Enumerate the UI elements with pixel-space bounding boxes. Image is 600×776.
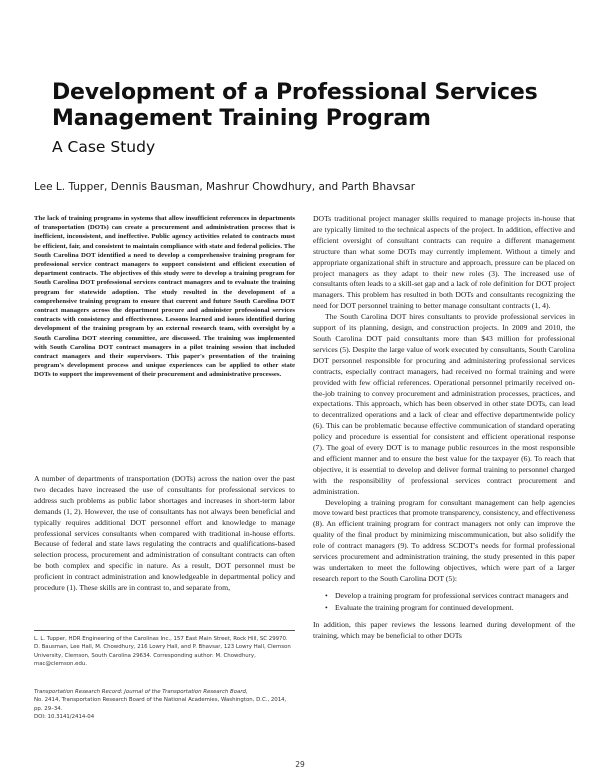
journal-name: Transportation Research Record: Journal of the Transportation Research Board, — [34, 689, 248, 695]
author-affiliations: L. L. Tupper, HDR Engineering of the Carolinas Inc., 157 East Main Street, Rock Hill, SC 29970. D. Bausman, Lee Hall, M. Chowdhury, 216 Lowry Hall, and P. Bhavsar, 123 Lowry Hall, Clemson University, Clemson, South Carolina 29634. Corresponding author: M. Chowdhury, mac@clemson.edu. — [34, 636, 291, 667]
list-item: • Develop a training program for professional services contract managers and — [325, 591, 575, 602]
article-subtitle: A Case Study — [52, 138, 156, 156]
author-list: Lee L. Tupper, Dennis Bausman, Mashrur Chowdhury, and Parth Bhavsar — [34, 181, 416, 193]
objectives-list — [313, 591, 575, 614]
paragraph: Developing a training program for consultant management can help agencies move toward best practices that promote transparency, consistency, and effectiveness (8). An efficient training program for contract managers not only can improve the quality of the final product by minimizing miscommunication, but also solidify the role of contract managers (9). To address SCDOT's needs for formal professional services procurement and administration training, the study presented in this paper was undertaken to meet the following objectives, which were part of a larger research report to the South Carolina DOT (5): — [313, 497, 575, 583]
title-line-2: Management Training Program — [52, 106, 431, 131]
paragraph: The South Carolina DOT hires consultants to provide professional services in support of its planning, design, and construction projects. In 2009 and 2010, the South Carolina DOT paid consultants more than $43 million for professional services (5). Despite the large value of work executed by consultants, South Carolina DOT personnel responsible for procuring and administering professional services contracts, especially contract managers, had received no formal training and were provided with few official references. Operational personnel primarily received on-the-job training to convey procurement and administration processes, practices, and expectations. This approach, which has been observed in other state DOTs, can lead to decentralized operations and a lack of clear and effective departmentwide policy (6). This can be problematic because effective communication of standard operating policy and procedure is essential for consistent and efficient operational response (7). The goal of every DOT is to manage public resources in the most responsible and efficient manner and to ensure the best value for the taxpayer (6). To reach that objective, it is essential to develop and deliver formal training to personnel charged with the responsibility of professional services contract procurement and administration. — [313, 312, 575, 496]
list-item: • Evaluate the training program for continued development. — [325, 603, 575, 614]
paragraph: DOTs traditional project manager skills required to manage projects in-house that are typically limited to the technical aspects of the project. In addition, effective and efficient oversight of consultant contracts can require a different management structure than what some DOTs may currently implement. Without a timely and appropriate organizational shift in structure and approach, pressure can be placed on project managers as they adapt to their new roles (3). The increased use of consultants often leads to a skill-set gap and a lack of role definition for DOT project managers. This problem has resulted in both DOTs and consultants recognizing the need for DOT personnel training to better manage consultant contracts (1, 4). — [313, 214, 575, 311]
citation-block — [34, 688, 295, 721]
right-column-body — [313, 214, 575, 641]
abstract: The lack of training programs in systems that allow insufficient references in departments of transportation (DOTs) can create a procurement and administration process that is inefficient, inconsistent, and ineffective. Public agency activities related to contracts must be efficient, fair, and consistent to maintain compliance with state and federal policies. The South Carolina DOT identified a need to develop a comprehensive training program for professional service contract managers to support consistent and efficient execution of department contracts. The objectives of this study were to develop a training program for South Carolina DOT professional services contract managers and to evaluate the training program for statewide adoption. The study resulted in the development of a comprehensive training program to ensure that current and future South Carolina DOT contract managers across the department procure and administer professional services contracts with consistency and effectiveness. Lessons learned and issues identified during development of the training program by an external research team, with oversight by a South Carolina DOT steering committee, are discussed. The training was implemented with South Carolina DOT contract managers in a pilot training session that included contract managers and their supervisors. This paper's presentation of the training program's development process and unique experiences can be applied to other state DOTs to support the improvement of their procurement and administrative processes. — [34, 215, 295, 379]
intro-paragraph: A number of departments of transportation (DOTs) across the nation over the past two decades have increased the use of consultants for professional services to address such problems as public labor shortages and increases in short-term labor demands (1, 2). However, the use of consultants has not always been beneficial and typically requires additional DOT personnel effort and knowledge to manage professional services consultants when compared with traditional in-house efforts. Because of federal and state laws regulating the contracts and qualifications-based selection process, procurement and administration of consultant contracts can often be both complex and specific in nature. As a result, DOT personnel must be proficient in contract administration and knowledgeable in departmental policy and procedure (1). These skills are in contrast to, and separate from, — [34, 474, 295, 593]
doi: DOI: 10.3141/2414-04 — [34, 713, 95, 720]
paragraph: In addition, this paper reviews the lessons learned during development of the training, which may be beneficial to other DOTs — [313, 619, 575, 640]
article-title — [52, 80, 572, 132]
journal-issue: No. 2414, Transportation Research Board of the National Academies, Washington, D.C., 2014, pp. 29–34. — [34, 697, 287, 712]
title-line-1: Development of a Professional Services — [52, 80, 538, 105]
left-column-body — [34, 474, 295, 594]
page-number: 29 — [295, 760, 305, 769]
footnote-rule — [34, 630, 295, 631]
